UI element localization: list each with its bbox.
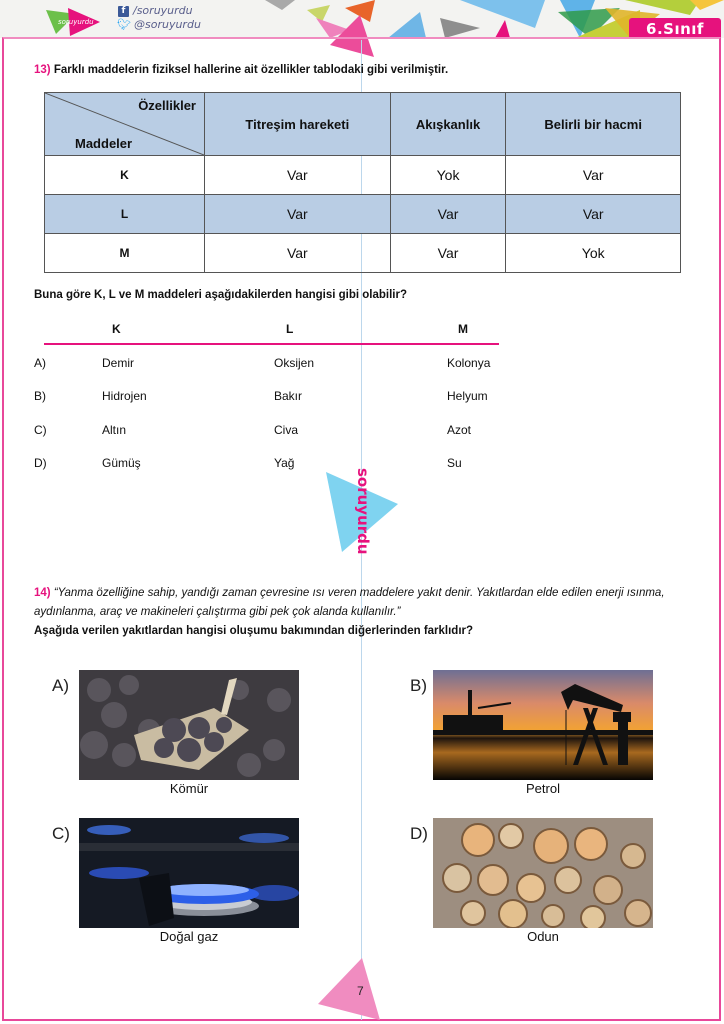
table-cell: Var <box>205 195 391 234</box>
option-letter: A) <box>34 356 46 370</box>
option-m: Kolonya <box>447 356 491 370</box>
q13-question: Buna göre K, L ve M maddeleri aşağıdakilerden hangisi gibi olabilir? <box>34 289 407 301</box>
corner-label-substances: Maddeler <box>75 136 133 151</box>
coal-image <box>79 670 299 780</box>
table-row <box>45 195 681 234</box>
row-label: L <box>45 195 205 234</box>
twitter-icon: 🐦︎ <box>117 18 131 31</box>
options-header-rule <box>44 343 499 345</box>
q14-question: Aşağıda verilen yakıtlardan hangisi oluşumu bakımından diğerlerinden farklıdır? <box>34 625 474 637</box>
choice-letter: B) <box>410 676 427 695</box>
option-m: Azot <box>447 423 472 437</box>
table-cell: Var <box>506 156 681 195</box>
option-letter: C) <box>34 423 47 437</box>
option-m: Su <box>447 456 462 470</box>
option-letter: D) <box>34 456 47 470</box>
answer-option-d[interactable] <box>34 456 504 472</box>
facebook-icon: f <box>118 6 129 17</box>
table-row <box>45 234 681 273</box>
choice-letter: A) <box>52 676 69 695</box>
option-k: Demir <box>102 356 134 370</box>
table-cell: Var <box>390 195 506 234</box>
watermark-triangle <box>320 462 405 562</box>
table-cell: Var <box>205 234 391 273</box>
option-l: Oksijen <box>274 356 315 370</box>
choice-caption: Doğal gaz <box>159 929 219 944</box>
choice-letter: C) <box>52 824 70 843</box>
option-k: Hidrojen <box>102 389 147 403</box>
grade-badge: 6.Sınıf <box>629 18 721 38</box>
q13-title: 13) Farklı maddelerin fiziksel hallerine ait özellikler tablodaki gibi verilmiştir. <box>34 64 449 76</box>
firewood-image <box>433 818 653 928</box>
gas-flame-image <box>79 818 299 928</box>
q14-number: 14) <box>34 587 51 599</box>
option-l: Yağ <box>274 456 295 470</box>
q13-number: 13) <box>34 64 51 76</box>
watermark-text: soruyurdu <box>354 468 372 555</box>
oil-pump-image <box>433 670 653 780</box>
column-header: Titreşim hareketi <box>205 93 391 156</box>
choice-letter: D) <box>410 824 428 843</box>
choice-caption: Kömür <box>169 781 209 796</box>
q14-text <box>34 584 714 641</box>
table-cell: Var <box>390 234 506 273</box>
row-label: K <box>45 156 205 195</box>
option-header-l: L <box>286 322 294 336</box>
answer-option-a[interactable] <box>34 356 504 372</box>
option-header-k: K <box>112 322 121 336</box>
option-letter: B) <box>34 389 46 403</box>
option-k: Gümüş <box>102 456 141 470</box>
answer-option-c[interactable] <box>34 423 504 439</box>
row-label: M <box>45 234 205 273</box>
table-cell: Yok <box>390 156 506 195</box>
table-cell: Var <box>506 195 681 234</box>
answer-option-b[interactable] <box>34 389 504 405</box>
soruyurdu-logo <box>38 6 108 36</box>
q14-quote: “Yanma özelliğine sahip, yandığı zaman çevresine ısı veren maddelere yakıt denir. Yakıtlardan elde edilen enerji ısınma, aydınlanma, araç ve makineleri çalıştırma gibi pek çok alanda kullanılır.” <box>34 587 665 618</box>
option-header-m: M <box>458 322 468 336</box>
table-corner-cell <box>45 93 205 156</box>
choice-caption: Petrol <box>526 781 560 796</box>
column-header: Belirli bir hacmi <box>506 93 681 156</box>
corner-label-properties: Özellikler <box>138 98 196 113</box>
page-number-triangle <box>318 958 388 1022</box>
table-row <box>45 156 681 195</box>
options-header <box>34 322 504 338</box>
facebook-link[interactable]: f /soruyurdu <box>118 4 201 18</box>
option-l: Civa <box>274 423 299 437</box>
choice-caption: Odun <box>527 929 559 944</box>
properties-table <box>44 92 681 273</box>
column-header: Akışkanlık <box>390 93 506 156</box>
table-header-row <box>45 93 681 156</box>
option-m: Helyum <box>447 389 488 403</box>
logo-text: soruyurdu <box>58 18 94 26</box>
option-l: Bakır <box>274 389 303 403</box>
page-number: 7 <box>357 984 364 998</box>
table-cell: Var <box>205 156 391 195</box>
option-k: Altın <box>102 423 127 437</box>
social-handles <box>118 4 201 32</box>
twitter-link[interactable]: 🐦︎ @soruyurdu <box>117 18 201 31</box>
table-cell: Yok <box>506 234 681 273</box>
